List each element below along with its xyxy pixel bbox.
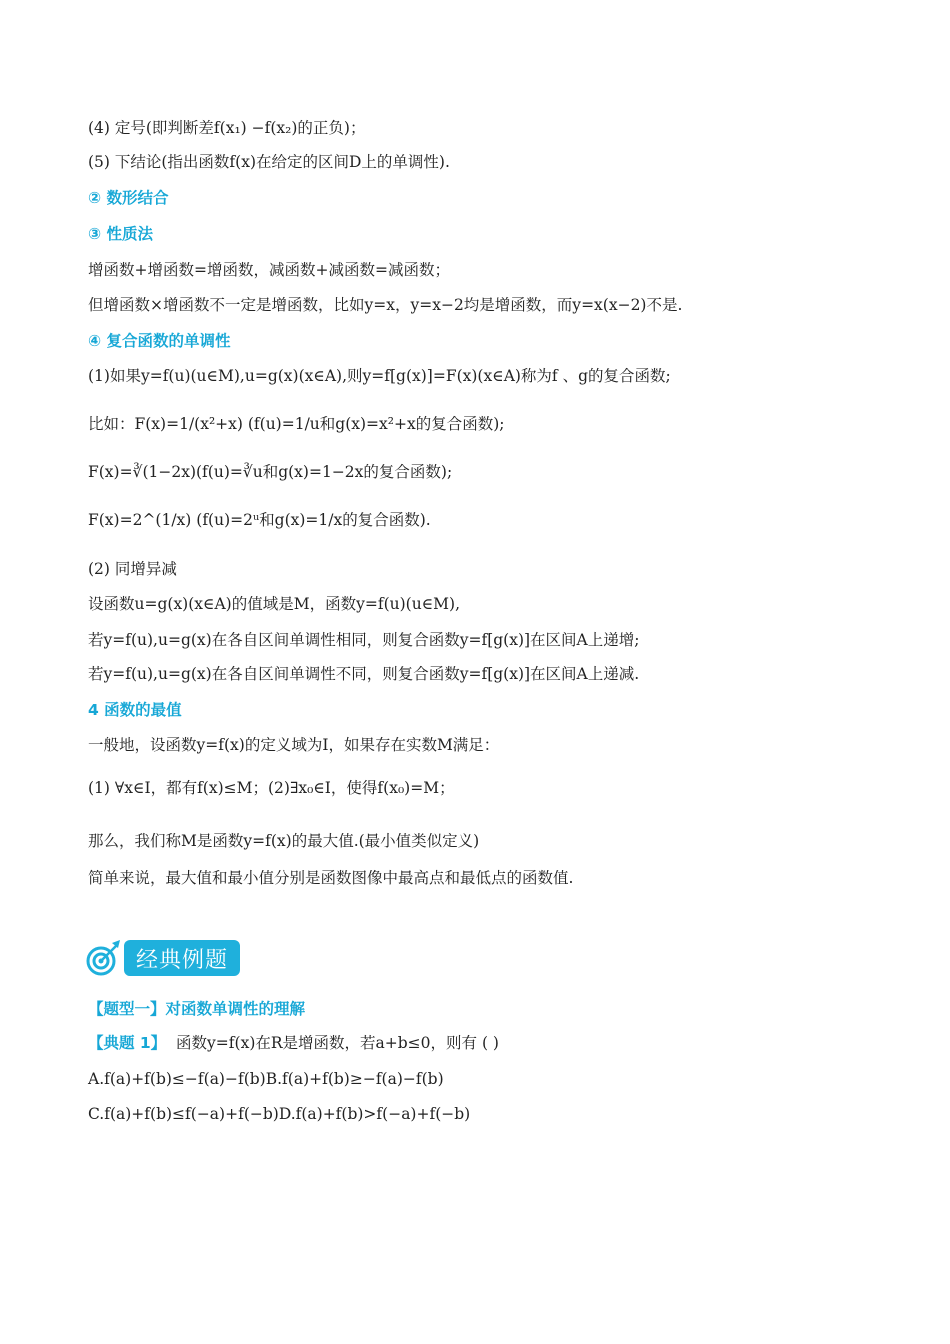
step-5-text: (5) 下结论(指出函数f(x)在给定的区间D上的单调性). (88, 153, 450, 171)
rule-decrease-text: 若y=f(u),u=g(x)在各自区间单调性不同，则复合函数y=f[g(x)]在区间A上递减. (88, 665, 640, 683)
rule-increase-text: 若y=f(u),u=g(x)在各自区间单调性相同，则复合函数y=f[g(x)]在区间A上递增; (88, 631, 640, 649)
extrema-conclusion: 那么，我们称M是函数y=f(x)的最大值.(最小值类似定义) (88, 832, 480, 850)
extrema-summary: 简单来说，最大值和最小值分别是函数图像中最高点和最低点的函数值. (88, 869, 574, 887)
extrema-conditions: (1) ∀x∈I，都有f(x)≤M；(2)∃x₀∈I，使得f(x₀)=M； (88, 779, 455, 797)
property-note-text: 但增函数×增函数不一定是增函数，比如y=x，y=x−2均是增函数，而y=x(x−2)不是. (88, 296, 683, 314)
composite-example-1: 比如：F(x)=1/(x²+x) (f(u)=1/u和g(x)=x²+x的复合函数); (88, 415, 505, 433)
question-type-line (88, 997, 305, 1021)
question-type-title: 对函数单调性的理解 (165, 1000, 306, 1018)
example-tag: 【典题 1】 (88, 1034, 167, 1052)
extrema-definition: 一般地，设函数y=f(x)的定义域为I，如果存在实数M满足： (88, 736, 500, 754)
section-heading-graph: ② 数形结合 (88, 189, 169, 207)
target-arrow-icon (84, 938, 124, 978)
banner-title: 经典例题 (124, 940, 240, 976)
rule-setup-text: 设函数u=g(x)(x∈A)的值域是M，函数y=f(u)(u∈M), (88, 595, 461, 613)
composite-definition: (1)如果y=f(u)(u∈M),u=g(x)(x∈A),则y=f[g(x)]=F(x)(x∈A)称为f 、g的复合函数; (88, 367, 671, 385)
section-heading-property: ③ 性质法 (88, 225, 154, 243)
example-1-line (88, 1031, 499, 1055)
classic-examples-banner (84, 936, 240, 980)
rule-same-increase-heading: (2) 同增异减 (88, 560, 177, 578)
step-4-text: (4) 定号(即判断差f(x₁) −f(x₂)的正负)； (88, 119, 366, 137)
option-a-b: A.f(a)+f(b)≤−f(a)−f(b)B.f(a)+f(b)≥−f(a)−f(b) (88, 1070, 444, 1088)
question-type-tag: 【题型一】 (88, 1000, 166, 1018)
composite-example-3: F(x)=2^(1/x) (f(u)=2ᵘ和g(x)=1/x的复合函数). (88, 511, 431, 529)
property-rule-text: 增函数+增函数=增函数，减函数+减函数=减函数； (88, 261, 450, 279)
option-c-d: C.f(a)+f(b)≤f(−a)+f(−b)D.f(a)+f(b)>f(−a)+f(−b) (88, 1105, 471, 1123)
section-heading-extrema: 4 函数的最值 (88, 701, 182, 719)
section-heading-composite: ④ 复合函数的单调性 (88, 332, 231, 350)
composite-example-2: F(x)=∛(1−2x)(f(u)=∛u和g(x)=1−2x的复合函数); (88, 463, 453, 481)
example-question: 函数y=f(x)在R是增函数，若a+b≤0，则有 ( ) (176, 1034, 499, 1052)
